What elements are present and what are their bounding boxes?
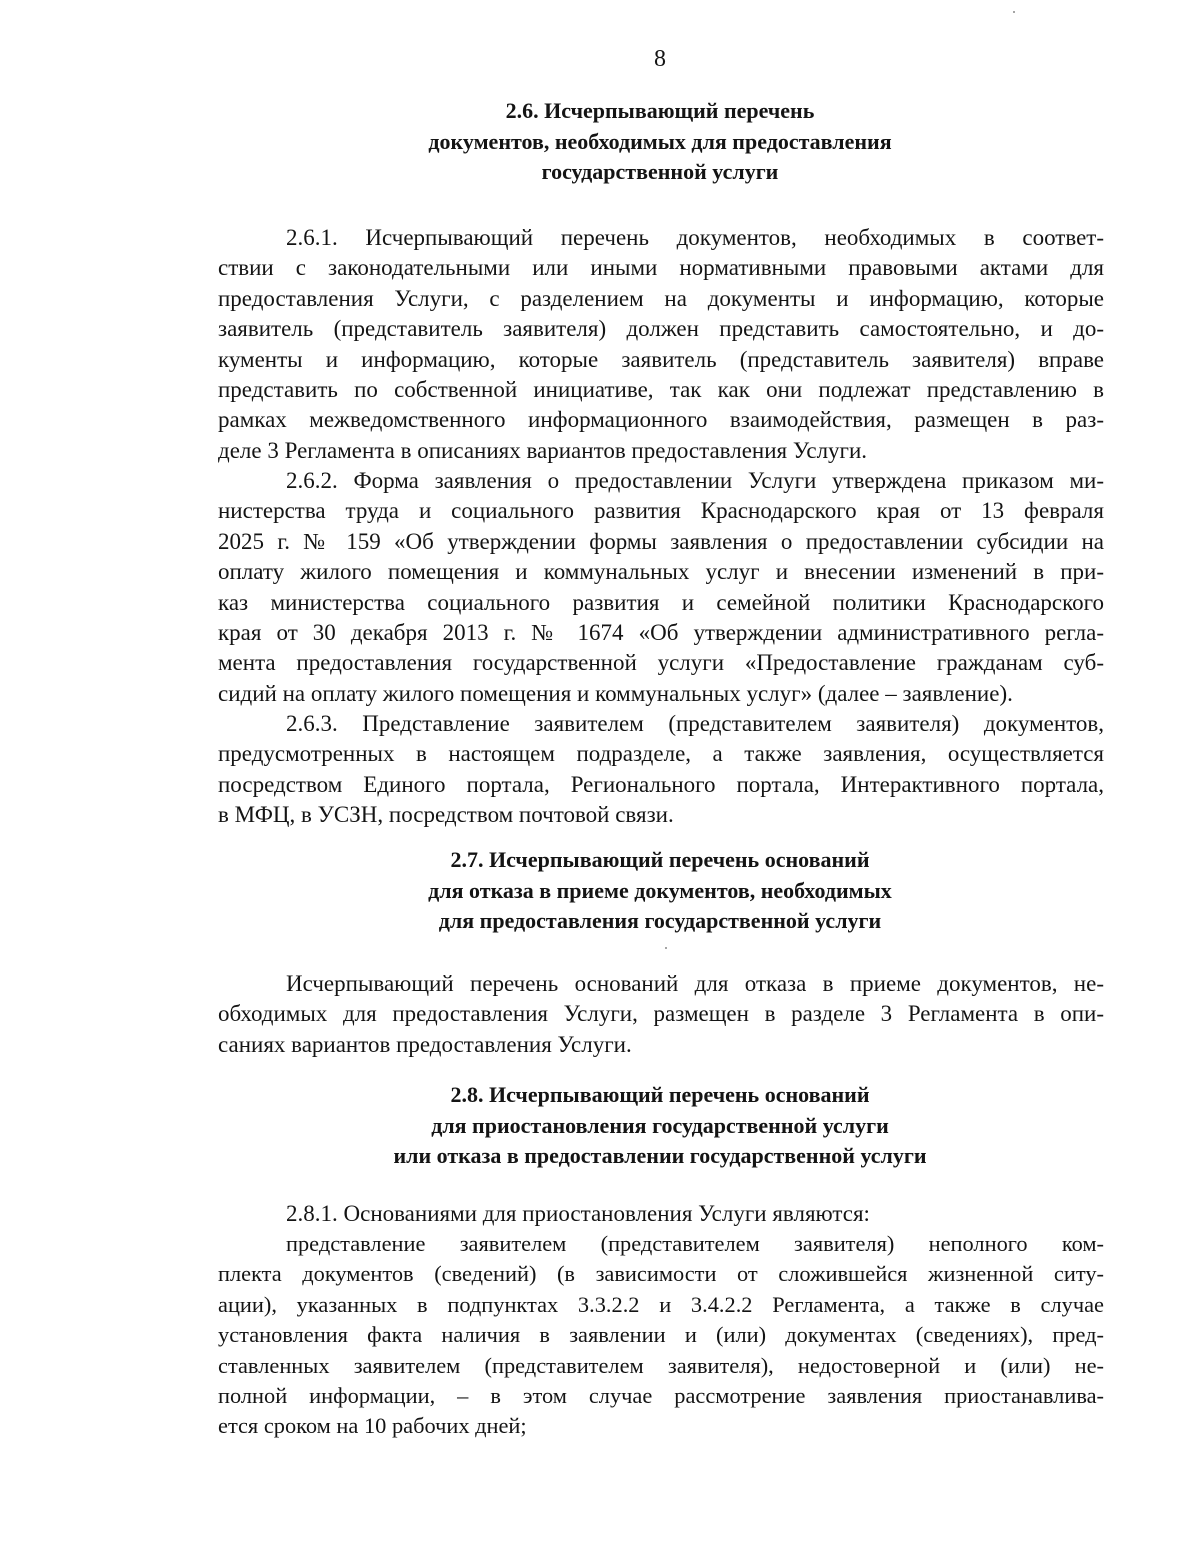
- text-line: 2.8.1. Основаниями для приостановления Услуги являются:: [286, 1201, 870, 1226]
- text-line: края от 30 декабря 2013 г. № 1674 «Об утверждении административного регла-: [218, 620, 1104, 646]
- text-line: нистерства труда и социального развития Краснодарского края от 13 февраля: [218, 498, 1104, 524]
- section-heading-2-6: [180, 96, 1140, 188]
- text-line: саниях вариантов предоставления Услуги.: [218, 1031, 632, 1057]
- text-line: мента предоставления государственной услуги «Предоставление гражданам суб-: [218, 650, 1104, 676]
- text-line: предоставления Услуги, с разделением на документы и информацию, которые: [218, 285, 1104, 311]
- text-line: деле 3 Регламента в описаниях вариантов предоставления Услуги.: [218, 437, 868, 463]
- text-line: рамках межведомственного информационного взаимодействия, размещен в раз-: [218, 407, 1104, 433]
- page-number: 8: [654, 46, 666, 72]
- paragraph-2-8-1: [218, 1199, 1104, 1229]
- heading-line: 2.6. Исчерпывающий перечень: [505, 98, 815, 123]
- text-line: Исчерпывающий перечень оснований для отказа в приеме документов, не-: [286, 971, 1104, 996]
- text-line: сидий на оплату жилого помещения и коммунальных услуг» (далее – заявление).: [218, 680, 1013, 706]
- paragraph-2-8-1-item: [218, 1229, 1104, 1442]
- text-line: обходимых для предоставления Услуги, размещен в разделе 3 Регламента в опи-: [218, 1001, 1104, 1027]
- text-line: полной информации, – в этом случае рассмотрение заявления приостанавлива-: [218, 1383, 1104, 1409]
- text-line: ставленных заявителем (представителем заявителя), недостоверной и (или) не-: [218, 1352, 1104, 1378]
- heading-line: для предоставления государственной услуги: [438, 908, 882, 933]
- text-line: посредством Единого портала, Регионального портала, Интерактивного портала,: [218, 771, 1104, 797]
- paragraph-2-6-2: [218, 466, 1104, 709]
- text-line: 2.6.1. Исчерпывающий перечень документов, необходимых в соответ-: [286, 225, 1104, 250]
- text-line: ется сроком на 10 рабочих дней;: [218, 1413, 527, 1439]
- scan-speck: [1013, 11, 1015, 13]
- text-line: ствии с законодательными или иными нормативными правовыми актами для: [218, 255, 1104, 281]
- text-line: плекта документов (сведений) (в зависимости от сложившейся жизненной ситу-: [218, 1261, 1104, 1287]
- text-line: 2025 г. № 159 «Об утверждении формы заявления о предоставлении субсидии на: [218, 528, 1104, 554]
- text-line: кументы и информацию, которые заявитель (представитель заявителя) вправе: [218, 346, 1104, 372]
- text-line: оплату жилого помещения и коммунальных услуг и внесении изменений в при-: [218, 559, 1104, 585]
- text-line: 2.6.2. Форма заявления о предоставлении Услуги утверждена приказом ми-: [286, 468, 1104, 493]
- text-line: ации), указанных в подпунктах 3.3.2.2 и 3.4.2.2 Регламента, а также в случае: [218, 1291, 1104, 1317]
- text-line: представить по собственной инициативе, так как они подлежат представлению в: [218, 377, 1104, 403]
- paragraph-2-7: [218, 969, 1104, 1060]
- section-heading-2-7: [180, 845, 1140, 937]
- text-line: установления факта наличия в заявлении и (или) документах (сведениях), пред-: [218, 1322, 1104, 1348]
- heading-line: государственной услуги: [541, 159, 779, 184]
- heading-line: 2.7. Исчерпывающий перечень оснований: [450, 847, 870, 872]
- text-line: каз министерства социального развития и семейной политики Краснодарского: [218, 589, 1104, 615]
- scan-speck: [665, 947, 667, 949]
- section-heading-2-8: [180, 1080, 1140, 1172]
- text-line: 2.6.3. Представление заявителем (представителем заявителя) документов,: [286, 711, 1104, 736]
- heading-line: для приостановления государственной услуги: [431, 1112, 889, 1138]
- text-line: заявитель (представитель заявителя) должен представить самостоятельно, и до-: [218, 316, 1104, 342]
- heading-line: документов, необходимых для предоставления: [428, 128, 892, 154]
- paragraph-2-6-1: [218, 223, 1104, 466]
- paragraph-2-6-3: [218, 709, 1104, 831]
- text-line: предусмотренных в настоящем подразделе, а также заявления, осуществляется: [218, 741, 1104, 767]
- heading-line: 2.8. Исчерпывающий перечень оснований: [450, 1082, 870, 1107]
- text-line: в МФЦ, в УСЗН, посредством почтовой связи.: [218, 802, 674, 828]
- heading-line: или отказа в предоставлении государственной услуги: [393, 1143, 927, 1168]
- text-line: представление заявителем (представителем заявителя) неполного ком-: [286, 1231, 1104, 1256]
- heading-line: для отказа в приеме документов, необходимых: [428, 877, 892, 903]
